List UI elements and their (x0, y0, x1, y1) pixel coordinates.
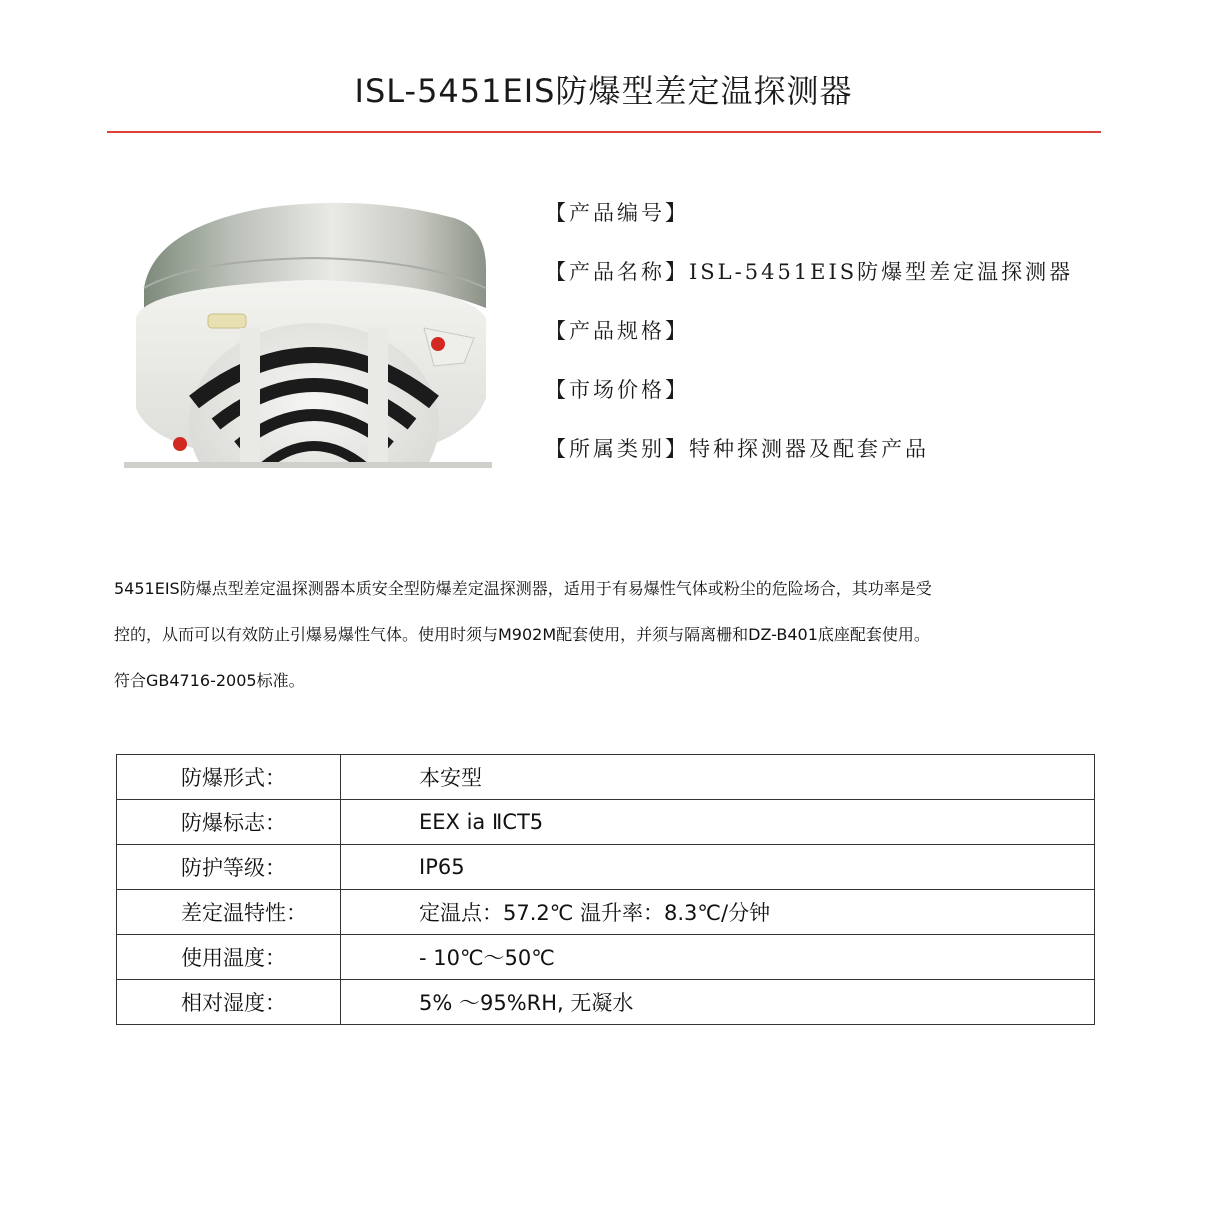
info-value: 特种探测器及配套产品 (689, 437, 929, 461)
product-description (114, 566, 1104, 704)
table-row (117, 845, 1095, 890)
table-row (117, 980, 1095, 1025)
spec-value: EEX ia ⅡCT5 (341, 800, 1095, 845)
table-row (117, 935, 1095, 980)
spec-value: 本安型 (341, 755, 1095, 800)
info-row-category (545, 432, 1165, 491)
info-label: 【产品名称】 (545, 260, 689, 284)
info-row-spec (545, 314, 1165, 373)
spec-value: - 10℃～50℃ (341, 935, 1095, 980)
spec-label: 防爆标志： (117, 800, 341, 845)
description-line: 符合GB4716-2005标准。 (114, 671, 305, 690)
spec-value: 定温点：57.2℃ 温升率：8.3℃/分钟 (341, 890, 1095, 935)
spec-label: 使用温度： (117, 935, 341, 980)
product-info (545, 196, 1165, 491)
table-row (117, 800, 1095, 845)
info-label: 【所属类别】 (545, 437, 689, 461)
spec-value: 5% ～95%RH, 无凝水 (341, 980, 1095, 1025)
info-row-code (545, 196, 1165, 255)
spec-label: 差定温特性： (117, 890, 341, 935)
spec-value: IP65 (341, 845, 1095, 890)
page-title: ISL-5451EIS防爆型差定温探测器 (354, 72, 853, 110)
title-divider (107, 131, 1101, 133)
description-line: 5451EIS防爆点型差定温探测器本质安全型防爆差定温探测器，适用于有易爆性气体或粉尘的危险场合，其功率是受 (114, 579, 932, 598)
spec-table (116, 754, 1095, 1025)
table-row (117, 890, 1095, 935)
info-label: 【市场价格】 (545, 378, 689, 402)
product-photo (124, 188, 492, 468)
info-row-name (545, 255, 1165, 314)
spec-label: 防护等级： (117, 845, 341, 890)
spec-label: 防爆形式： (117, 755, 341, 800)
spec-label: 相对湿度： (117, 980, 341, 1025)
info-label: 【产品编号】 (545, 201, 689, 225)
info-label: 【产品规格】 (545, 319, 689, 343)
description-line: 控的，从而可以有效防止引爆易爆性气体。使用时须与M902M配套使用，并须与隔离栅和DZ-B401底座配套使用。 (114, 625, 930, 644)
info-row-price (545, 373, 1165, 432)
info-value: ISL-5451EIS防爆型差定温探测器 (689, 260, 1074, 284)
table-row (117, 755, 1095, 800)
